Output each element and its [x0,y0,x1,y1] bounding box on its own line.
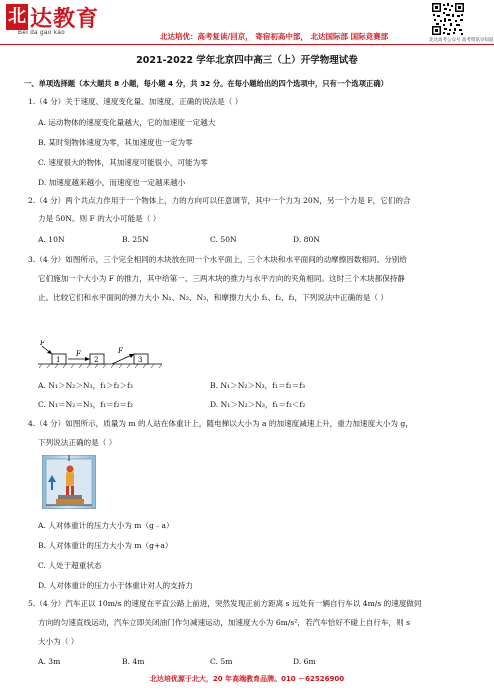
question-5-line-2: 方向的匀速直线运动，汽车立即关闭油门作匀减速运动，加速度大小为 6m/s²，若汽车恰好不碰上自行车，则 s [38,618,410,627]
section-heading: 一、单项选择题（本大题共 8 小题，每小题 4 分，共 32 分。在每小题给出的四个选项中，只有一个选项正确） [24,79,388,88]
question-4-option-a: A. 人对体重计的压力大小为 m（g﹣a） [38,521,174,530]
block-3-label: 3 [138,356,143,364]
page-title: 2021-2022 学年北京四中高三（上）开学物理试卷 [136,55,358,66]
question-1-option-b: B. 某时刻物体速度为零，其加速度也一定为零 [38,138,193,147]
logo-mark: 北 [6,4,28,30]
footer-text: 北达培优源于北大，20 年高端教育品牌。010 －62526900 [149,675,345,683]
logo-subtitle: Bei da gao kao [18,30,66,36]
person-head [67,466,74,473]
question-2-line-2: 力是 50N。则 F 的大小可能是（ ） [38,214,161,223]
three-blocks-figure [38,340,168,370]
elevator-figure [42,455,96,509]
person-body [66,472,74,486]
question-1-option-a: A. 运动物体的速度变化量越大，它的加速度一定越大 [38,118,216,127]
question-4-option-d: D. 人对体重计的压力小于体重计对人的支持力 [38,581,193,590]
question-5-line-1: 5.（4 分）汽车正以 10m/s 的速度在平直公路上前进，突然发现正前方距离 s 远处有一辆自行车以 4m/s 的速度做同 [28,599,422,608]
question-3-line-1: 3.（4 分）如图所示，三个完全相同的木块放在同一个水平面上，三个木块和水平面间的动摩擦因数相同。分别给 [28,255,407,264]
question-1-stem: 1.（4 分）关于速度、速度变化量、加速度，正确的说法是（ ） [28,97,243,106]
header-divider [0,44,494,45]
question-1-option-d: D. 加速度越来越小，而速度也一定越来越小 [38,178,186,187]
question-5-option-c: C. 5m [210,657,233,666]
block-2-label: 2 [94,356,99,364]
question-5-option-a: A. 3m [38,657,61,666]
question-2-option-d: D. 80N [293,235,320,244]
question-4-line-2: 下列说法正确的是（ ） [38,438,117,447]
question-3-line-2: 它们施加一个大小为 F 的推力，其中给第一、三两木块的推力与水平方向的夹角相同。这时三个木块都保持静 [38,274,405,283]
question-2-option-b: B. 25N [122,235,149,244]
question-4-option-b: B. 人对体重计的压力大小为 m（g+a） [38,541,173,550]
question-3-line-3: 止。比较它们和水平面间的弹力大小 N₁、N₂、N₃，和摩擦力大小 f₁、f₂、f₃，下列说法中正确的是（ ） [38,293,389,302]
question-4-line-1: 4.（4 分）如图所示，质量为 m 的人站在体重计上，随电梯以大小为 a 的加速度减速上升，重力加速度大小为 g， [28,419,413,428]
block-1-label: 1 [56,356,61,364]
question-2-option-a: A. 10N [38,235,65,244]
question-3-option-d: D. N₁＞N₂＞N₃，f₁＝f₃＜f₂ [210,400,306,409]
question-3-option-c: C. N₁＝N₂＝N₃，f₁＝f₂＝f₃ [38,400,133,409]
question-1-option-c: C. 速度很大的物体，其加速度可能很小，可能为零 [38,158,208,167]
header-slogan: 北达培优：高考复读/回京， 寄宿初高中部， 北达国际部 国际竞赛部 [160,32,389,41]
question-2-line-1: 2.（4 分）两个共点力作用于一个物体上，力的方向可以任意调节，其中一个力为 20N，另一个力是 F，它们的合 [28,196,411,205]
force-label-1: F [40,340,45,347]
qr-code-icon [431,2,465,36]
force-label-3: F [118,347,123,355]
force-label-2: F [76,350,81,358]
scale [58,495,82,499]
qr-caption: 北达高考公众号 高考资讯早知道 [429,38,494,43]
question-2-option-c: C. 50N [210,235,237,244]
question-4-option-c: C. 人处于超重状态 [38,561,102,570]
question-5-line-3: 大小为（ ） [38,637,79,646]
question-5-option-d: D. 6m [293,657,316,666]
question-5-option-b: B. 4m [122,657,145,666]
question-3-option-b: B. N₁＞N₂＞N₃，f₁＝f₂＝f₃ [210,381,306,390]
logo-text: 达教育 [30,7,100,32]
question-3-option-a: A. N₁＞N₂＞N₃，f₁＞f₂＞f₃ [38,381,133,390]
